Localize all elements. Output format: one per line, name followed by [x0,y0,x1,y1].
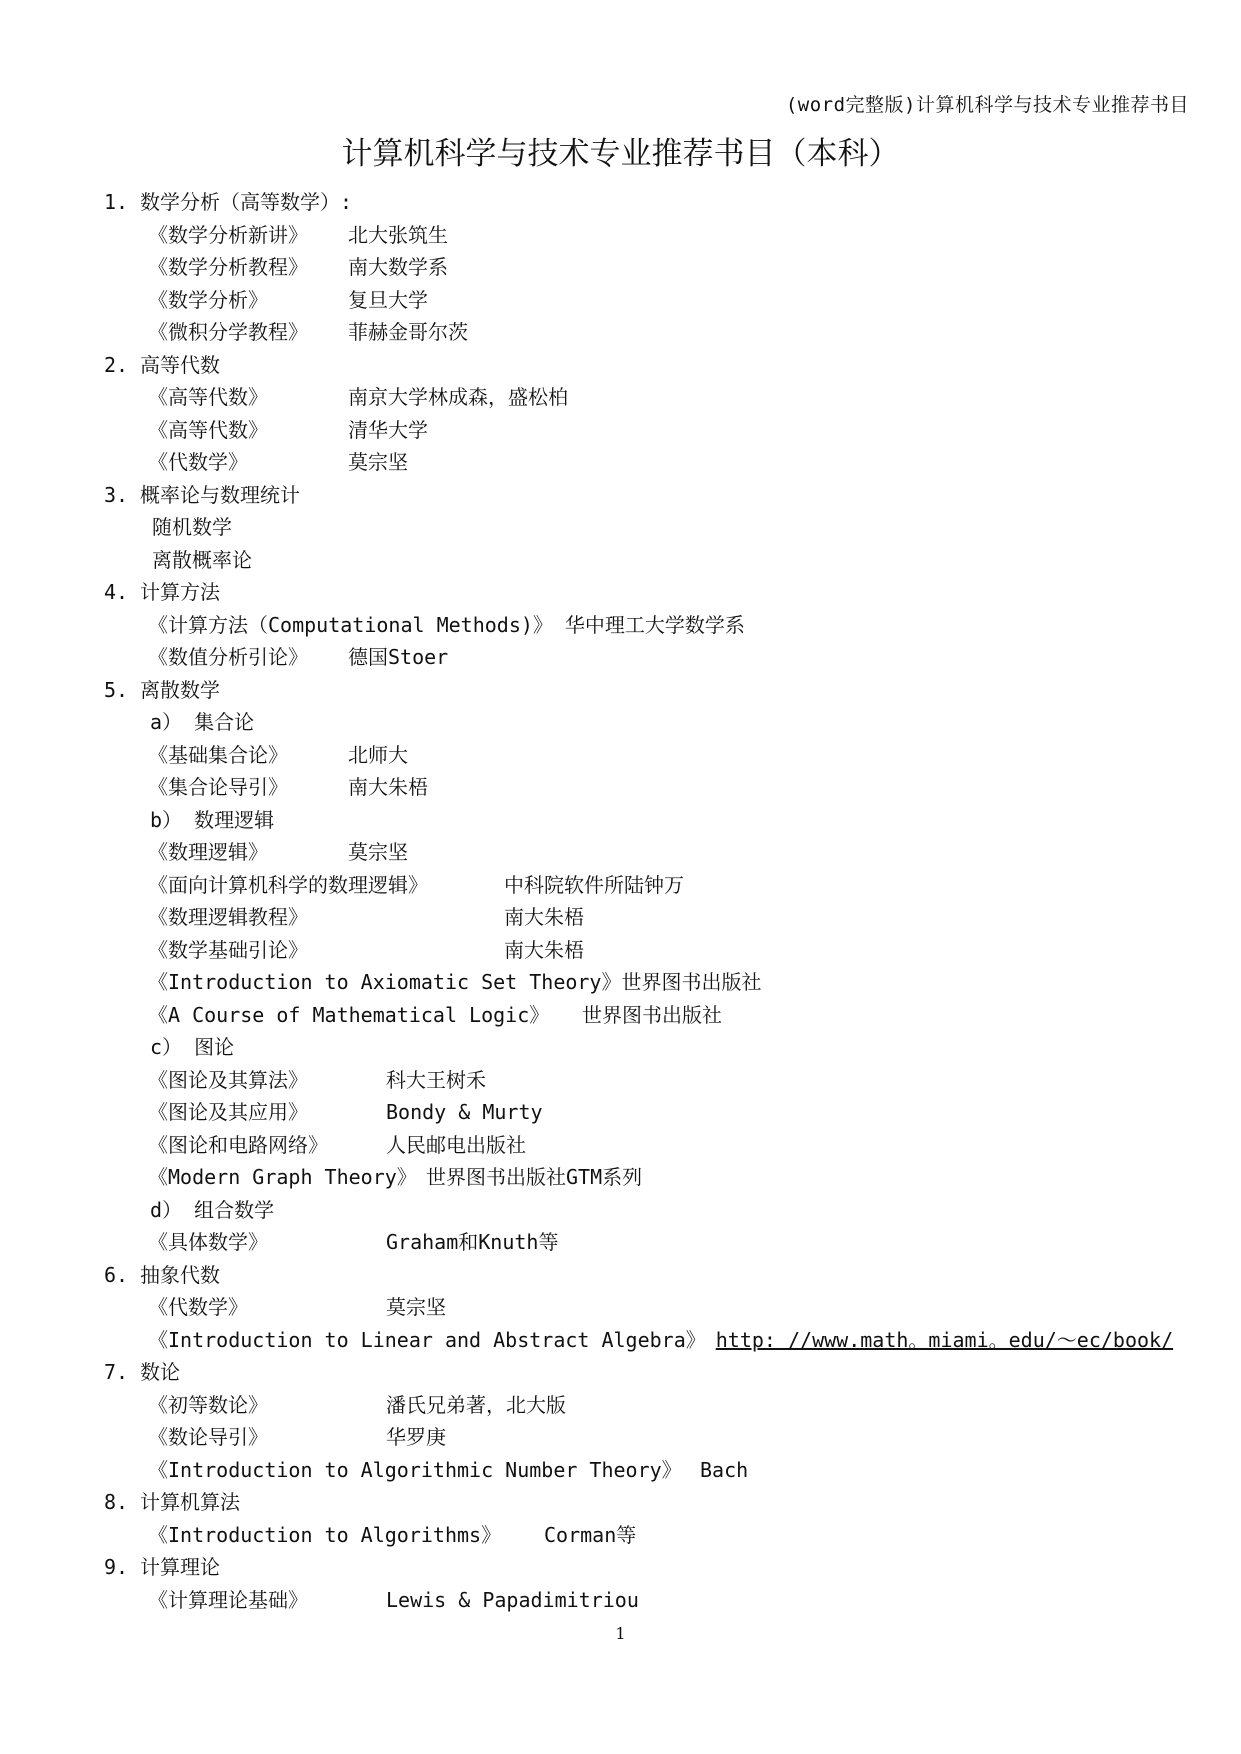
book-title: 《数论导引》 [148,1425,268,1449]
section-number: 7. [104,1360,129,1384]
section-number: 6. [104,1262,129,1287]
section-title: 计算机算法 [140,1490,240,1514]
book-title: 《计算理论基础》 [148,1587,308,1612]
book-entry [104,966,1214,999]
book-entry [104,609,1214,642]
section-title: 高等代数 [140,352,220,377]
book-title: 《数学基础引论》 [148,937,308,962]
book-entry [104,1519,1214,1552]
book-title: 《A Course of Mathematical Logic》 [148,1002,550,1027]
book-title: 《图论及其算法》 [148,1067,308,1092]
book-entry [104,1389,1214,1422]
book-entry [104,251,1214,284]
book-title: 《数学分析教程》 [148,255,308,279]
section-title: 计算方法 [140,580,220,604]
section-heading [104,674,1214,707]
book-author: 世界图书出版社 [621,970,762,994]
subsection-label: d） 组合数学 [150,1197,275,1222]
book-title: 《计算方法（Computational Methods)》 [148,612,553,637]
book-title: 《Modern Graph Theory》 [148,1165,417,1189]
book-title: 《具体数学》 [148,1230,268,1254]
book-title: 《数学分析新讲》 [148,222,308,247]
page-number: 1 [615,1624,626,1643]
book-author: 人民邮电出版社 [386,1132,526,1157]
section-number: 1. [104,190,129,214]
book-url-link[interactable]: http: //www.math。miami。edu/～ec/book/ [715,1327,1174,1352]
book-author: 潘氏兄弟著，北大版 [386,1392,566,1417]
book-author: Bach [700,1457,749,1482]
subsection-label: b） 数理逻辑 [150,807,275,832]
section-heading [104,576,1214,609]
book-title: 《Introduction to Axiomatic Set Theory》 [148,970,622,994]
subsection-label: c） 图论 [150,1035,235,1059]
book-author: Corman等 [544,1522,637,1547]
book-title: 《Introduction to Algorithms》 [148,1522,502,1547]
book-author: 菲赫金哥尔茨 [348,320,468,344]
book-entry [104,1064,1214,1097]
book-title: 《图论及其应用》 [148,1100,308,1124]
book-title: 《图论和电路网络》 [148,1132,328,1157]
book-author: 中科院软件所陆钟万 [504,872,684,897]
book-author: 世界图书出版社GTM系列 [426,1165,643,1189]
book-author: 南大朱梧 [504,905,584,929]
book-author: 北大张筑生 [348,222,448,247]
book-entry [104,1421,1214,1454]
section-title: 离散数学 [140,677,220,702]
book-list [104,186,1214,1616]
book-title: 《数值分析引论》 [148,645,308,669]
book-title: 《代数学》 [148,1295,248,1319]
book-title: 《面向计算机科学的数理逻辑》 [148,872,428,897]
book-author: 复旦大学 [348,287,428,312]
book-entry [104,1324,1214,1357]
book-title: 《Introduction to Algorithmic Number Theory》 [148,1457,682,1482]
section-number: 9. [104,1555,129,1579]
book-author: 南大数学系 [348,255,448,279]
book-author: 南京大学林成森，盛松柏 [348,385,568,409]
section-number: 4. [104,580,129,604]
subsection-label: a） 集合论 [150,710,255,734]
section-number: 2. [104,352,129,377]
section-number: 5. [104,677,129,702]
book-author: 德国Stoer [348,645,449,669]
book-entry [104,1291,1214,1324]
book-entry [104,414,1214,447]
book-entry [104,316,1214,349]
book-entry [104,219,1214,252]
section-title: 计算理论 [140,1555,220,1579]
book-author: 南大朱梧 [348,775,428,799]
book-author: 南大朱梧 [504,937,584,962]
book-author: 莫宗坚 [348,450,408,474]
book-entry [104,284,1214,317]
book-title: 《代数学》 [148,450,248,474]
book-entry [104,446,1214,479]
section-title: 数学分析（高等数学）: [140,190,353,214]
book-entry [104,1454,1214,1487]
book-title: 《集合论导引》 [148,775,288,799]
book-author: 北师大 [348,742,408,767]
book-entry [104,739,1214,772]
book-author: Bondy & Murty [386,1100,543,1124]
book-author: 清华大学 [348,417,428,442]
book-entry [104,1096,1214,1129]
book-title: 《数学分析》 [148,287,268,312]
running-header: (word完整版)计算机科学与技术专业推荐书目 [785,94,1189,116]
book-title: 《高等代数》 [148,417,268,442]
book-entry [104,1584,1214,1617]
section-heading [104,1356,1214,1389]
book-title: 《微积分学教程》 [148,320,308,344]
book-author: 世界图书出版社 [582,1002,722,1027]
book-entry [104,381,1214,414]
book-entry [104,999,1214,1032]
book-entry [104,1226,1214,1259]
book-entry [104,934,1214,967]
section-number: 8. [104,1490,129,1514]
book-title: 《数理逻辑》 [148,840,268,864]
book-entry [104,771,1214,804]
section-title: 概率论与数理统计 [140,482,300,507]
section-heading [104,1486,1214,1519]
book-title: 《初等数论》 [148,1392,268,1417]
book-author: 华中理工大学数学系 [564,612,745,637]
section-title: 数论 [140,1360,180,1384]
book-title: 《数理逻辑教程》 [148,905,308,929]
section-heading [104,479,1214,512]
book-entry [104,869,1214,902]
book-author: Lewis & Papadimitriou [386,1587,639,1612]
book-author: Graham和Knuth等 [386,1230,559,1254]
book-title: 《Introduction to Linear and Abstract Algebra》 [148,1327,706,1352]
book-title: 《高等代数》 [148,385,268,409]
section-heading [104,1259,1214,1292]
topic-entry: 随机数学 [152,515,232,539]
section-title: 抽象代数 [140,1262,220,1287]
section-number: 3. [104,482,129,507]
topic-entry: 离散概率论 [152,547,252,572]
book-author: 华罗庚 [386,1425,446,1449]
book-title: 《基础集合论》 [148,742,288,767]
section-heading [104,1551,1214,1584]
book-entry [104,1161,1214,1194]
section-heading [104,186,1214,219]
book-entry [104,836,1214,869]
section-heading [104,349,1214,382]
book-entry [104,641,1214,674]
book-entry [104,1129,1214,1162]
document-title: 计算机科学与技术专业推荐书目（本科） [341,136,900,172]
book-entry [104,901,1214,934]
book-author: 莫宗坚 [386,1295,446,1319]
book-author: 科大王树禾 [386,1067,486,1092]
book-author: 莫宗坚 [348,840,408,864]
